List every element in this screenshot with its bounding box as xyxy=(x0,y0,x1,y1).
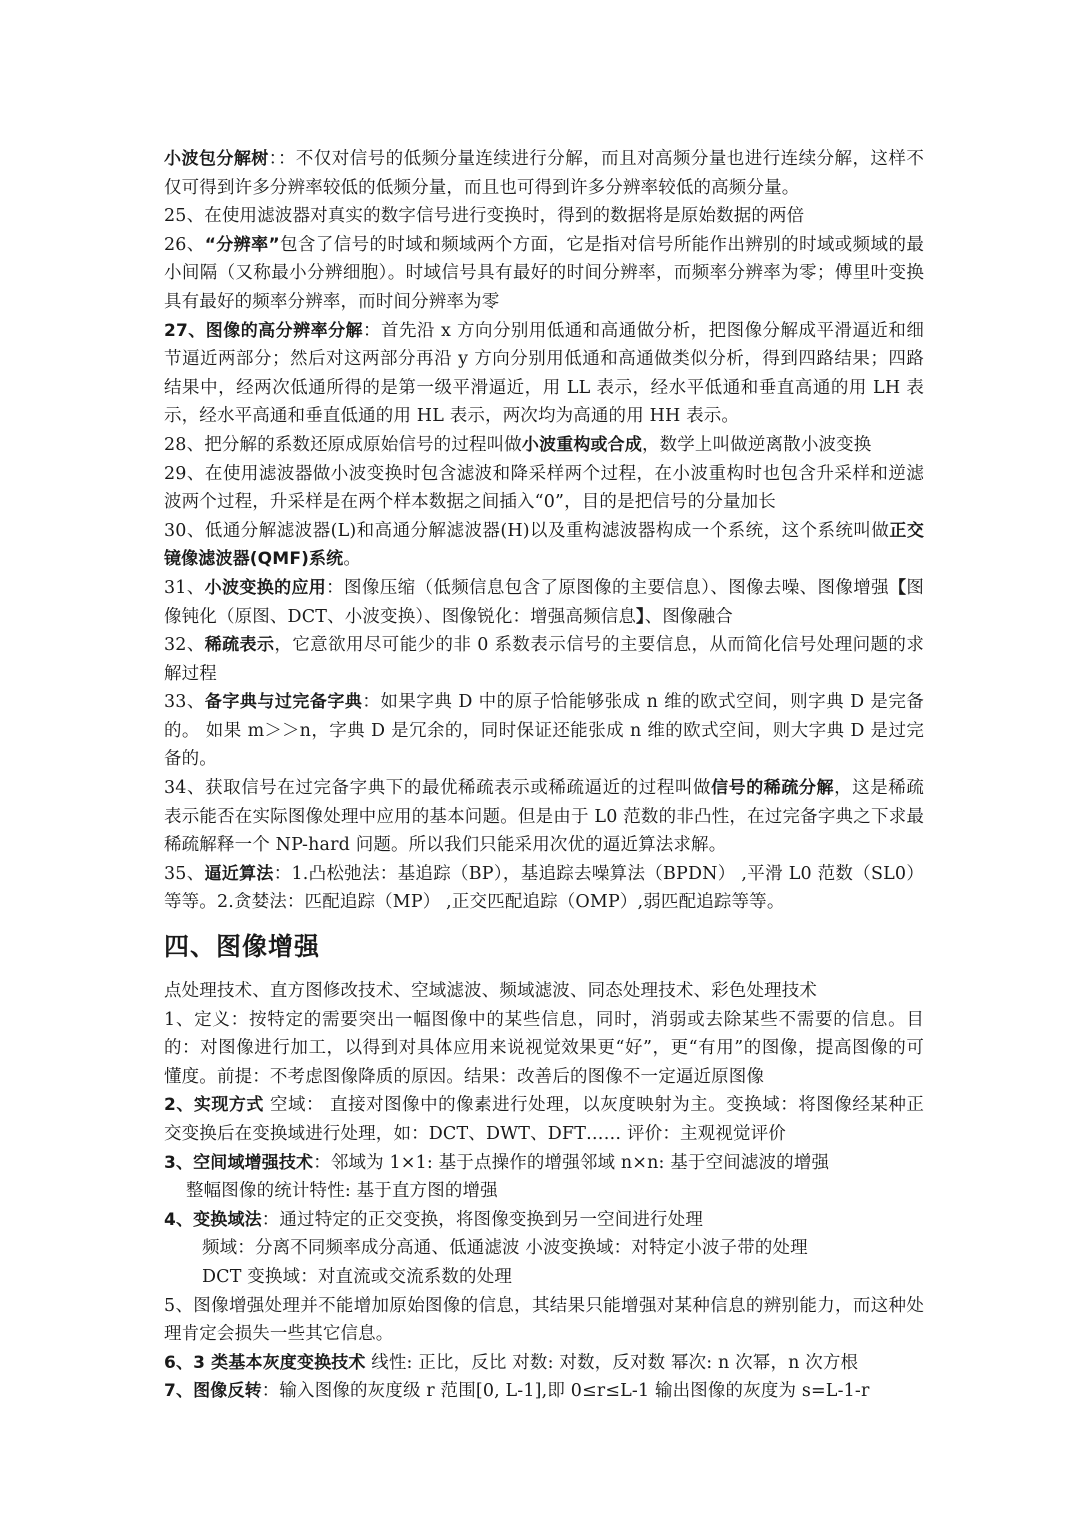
para-text: 25、在使用滤波器对真实的数字信号进行变换时，得到的数据将是原始数据的两倍 xyxy=(164,206,805,227)
para-text: 空域： 直接对图像中的像素进行处理，以灰度映射为主。变换域：将图像经某种正交变换后在变换域进行处理，如：DCT、DWT、DFT…… 评价：主观视觉评价 xyxy=(164,1095,924,1144)
para-26 xyxy=(164,231,924,317)
para-s2-implementation xyxy=(164,1091,924,1148)
para-number: 35、 xyxy=(164,863,205,884)
para-25 xyxy=(164,202,924,231)
para-text: 频域：分离不同频率成分高通、低通滤波 小波变换域：对特定小波子带的处理 xyxy=(202,1238,808,1259)
para-32 xyxy=(164,631,924,688)
page-content xyxy=(164,145,924,1406)
term-implementation-method: 实现方式 xyxy=(193,1095,264,1116)
para-s4-transform xyxy=(164,1206,924,1235)
para-s4-line3 xyxy=(164,1263,924,1292)
para-s5 xyxy=(164,1292,924,1349)
para-text: ：如果字典 D 中的原子恰能够张成 n 维的欧式空间，则字典 D 是完备的。 如果 m＞＞n，字典 D 是冗余的，同时保证还能张成 n 维的欧式空间，则大字典 D 是过完备的。 xyxy=(164,692,925,770)
term-qmf-system: 正交镜像滤波器(QMF)系统 xyxy=(164,520,924,570)
para-31 xyxy=(164,574,924,631)
para-text: DCT 变换域：对直流或交流系数的处理 xyxy=(202,1266,513,1287)
term-image-inversion: 图像反转 xyxy=(193,1381,262,1402)
term-wavelet-applications: 小波变换的应用 xyxy=(204,577,327,598)
para-number: 33、 xyxy=(164,692,205,713)
para-s3-line2 xyxy=(164,1177,924,1206)
para-28 xyxy=(164,431,924,460)
para-number: 6、3 类基本 xyxy=(164,1352,263,1373)
term-wavelet-reconstruction: 小波重构或合成 xyxy=(521,434,642,455)
para-text: ：：不仅对信号的低频分量连续进行分解，而且对高频分量也进行连续分解，这样不仅可得到许多分辨率较低的低频分量，而且也可得到许多分辨率较低的高频分量。 xyxy=(164,149,924,198)
para-text: 、图像融合 xyxy=(644,606,733,627)
para-number: 32、 xyxy=(164,635,205,656)
para-s6-gray-transform xyxy=(164,1349,924,1378)
para-number: 2、 xyxy=(164,1095,194,1116)
para-text: ：输入图像的灰度级 r 范围[0, L-1],即 0≤r≤L-1 输出图像的灰度为 s=L-1-r xyxy=(261,1381,870,1402)
para-enhancement-techniques xyxy=(164,977,924,1006)
para-number: 31、 xyxy=(164,577,205,598)
para-30 xyxy=(164,517,924,574)
para-s3-spatial xyxy=(164,1149,924,1178)
para-text: 30、低通分解滤波器(L)和高通分解滤波器(H)以及重构滤波器构成一个系统，这个系统叫做 xyxy=(164,520,890,541)
para-text: ：邻域为 1×1: 基于点操作的增强邻域 n×n: 基于空间滤波的增强 xyxy=(313,1152,830,1173)
para-s4-line2 xyxy=(164,1234,924,1263)
term-high-resolution-decomposition: 27、图像的高分辨率分解 xyxy=(164,320,364,341)
para-text: 。 xyxy=(343,549,361,570)
para-text: 1、定义：按特定的需要突出一幅图像中的某些信息，同时，消弱或去除某些不需要的信息。目的：对图像进行加工，以得到对具体应用来说视觉效果更“好”，更“有用”的图像，提高图像的可懂度。前提：不考虑图像降质的原因。结果：改善后的图像不一定逼近原图像 xyxy=(164,1009,924,1087)
para-text: 点处理技术、直方图修改技术、空域滤波、频域滤波、同态处理技术、彩色处理技术 xyxy=(164,981,818,1002)
para-text: ：首先沿 x 方向分别用低通和高通做分析，把图像分解成平滑逼近和细节逼近两部分；然后对这两部分再沿 y 方向分别用低通和高通做类似分析，得到四路结果；四路结果中，经两次低通所得的是第一级平滑逼近，用 LL 表示，经水平低通和垂直高通的用 LH 表示，经水平高通和垂直低通的用 HL 表示，两次均为高通的用 HH 表示。 xyxy=(164,320,924,427)
para-text: 包含了信号的时域和频域两个方面，它是指对信号所能作出辨别的时域或频域的最小间隔（又称最小分辨细胞）。时域信号具有最好的时间分辨率，而频率分辨率为零；傅里叶变换具有最好的频率分辨率，而时间分辨率为零 xyxy=(164,234,924,312)
term-gray-transform: 灰度变换技术 xyxy=(262,1352,366,1373)
para-text: 图像钝化（原图、DCT、小波变换）、图像锐化：增强高频信息 xyxy=(164,577,924,627)
section-heading: 四、图像增强 xyxy=(164,932,321,962)
para-33 xyxy=(164,688,924,774)
para-text: 整幅图像的统计特性: 基于直方图的增强 xyxy=(186,1181,498,1202)
para-text: ：1.凸松弛法：基追踪（BP），基追踪去噪算法（BPDN） ,平滑 L0 范数（SL0）等等。2.贪婪法：匹配追踪（MP） ,正交匹配追踪（OMP）,弱匹配追踪等等。 xyxy=(164,863,924,913)
para-s7-inversion xyxy=(164,1377,924,1406)
para-text: 5、图像增强处理并不能增加原始图像的信息，其结果只能增强对某种信息的辨别能力，而这种处理肯定会损失一些其它信息。 xyxy=(164,1295,924,1345)
term-spatial-enhancement: 空间域增强技术 xyxy=(193,1152,314,1173)
term-resolution: “分辨率” xyxy=(204,234,280,255)
term-approximation-algorithms: 逼近算法 xyxy=(204,863,274,884)
para-34 xyxy=(164,774,924,860)
para-text: 28、把分解的系数还原成原始信号的过程叫做 xyxy=(164,434,522,455)
para-number: 7、 xyxy=(164,1381,194,1402)
term-sparse-representation: 稀疏表示 xyxy=(204,635,275,656)
term-wavelet-packet-tree: 小波包分解树 xyxy=(164,149,269,169)
para-text: ，它意欲用尽可能少的非 0 系数表示信号的主要信息，从而简化信号处理问题的求解过程 xyxy=(164,635,924,684)
para-text: ，数学上叫做逆离散小波变换 xyxy=(641,434,872,455)
para-number: 3、 xyxy=(164,1152,194,1173)
para-text: ，这是稀疏表示能否在实际图像处理中应用的基本问题。但是由于 L0 范数的非凸性，在过完备字典之下求最稀疏解释一个 NP-hard 问题。所以我们只能采用次优的逼近算法求解。 xyxy=(164,778,924,856)
term-complete-dictionary: 备字典与过完备字典 xyxy=(204,692,363,713)
term-sparse-decomposition: 信号的稀疏分解 xyxy=(711,778,835,799)
para-text: ：图像压缩（低频信息包含了原图像的主要信息）、图像去噪、图像增强 xyxy=(326,577,889,598)
para-27 xyxy=(164,317,924,431)
para-text: 线性: 正比，反比 对数: 对数，反对数 幂次: n 次幂，n 次方根 xyxy=(365,1352,859,1373)
bracket-open: 【 xyxy=(888,577,907,598)
para-wavelet-packet-tree xyxy=(164,145,924,202)
bracket-close: 】 xyxy=(636,606,645,627)
para-text: ：通过特定的正交变换，将图像变换到另一空间进行处理 xyxy=(261,1209,703,1230)
para-29 xyxy=(164,460,924,517)
para-number: 4、 xyxy=(164,1209,194,1230)
para-s1-definition xyxy=(164,1006,924,1092)
term-transform-domain: 变换域法 xyxy=(193,1209,262,1230)
para-35 xyxy=(164,860,924,917)
para-text: 29、在使用滤波器做小波变换时包含滤波和降采样两个过程，在小波重构时也包含升采样和逆滤波两个过程，升采样是在两个样本数据之间插入“0”，目的是把信号的分量加长 xyxy=(164,463,924,513)
para-text: 34、获取信号在过完备字典下的最优稀疏表示或稀疏逼近的过程叫做 xyxy=(164,778,712,799)
para-number: 26、 xyxy=(164,234,205,255)
